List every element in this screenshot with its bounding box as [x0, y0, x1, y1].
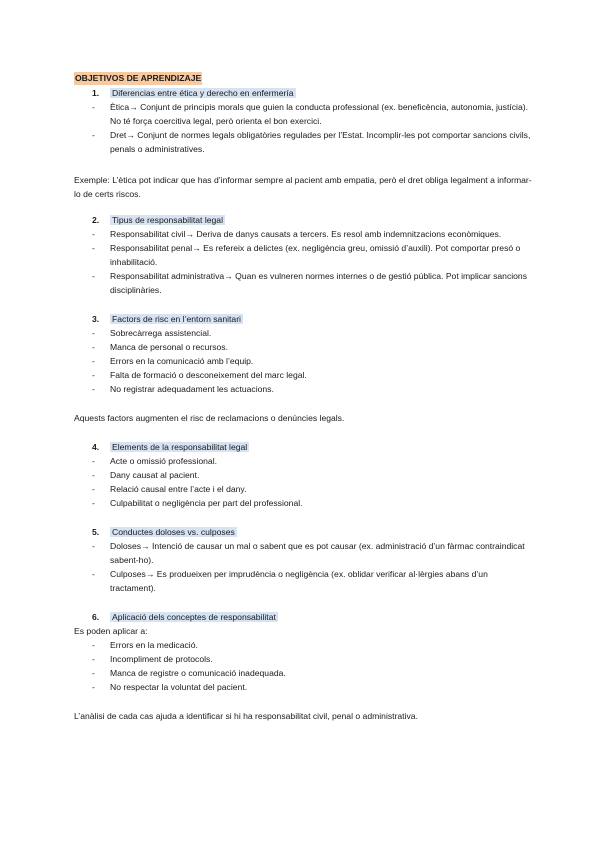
list-item — [92, 100, 532, 128]
list-item — [92, 680, 532, 694]
section-number: 5. — [92, 527, 100, 537]
list-item — [92, 382, 532, 396]
list-item-text: Sobrecàrrega assistencial. — [110, 328, 212, 338]
section-heading-1 — [92, 86, 296, 100]
list-item — [92, 567, 532, 595]
list-item — [92, 652, 532, 666]
list-item — [92, 496, 532, 510]
list-item-text: No respectar la voluntat del pacient. — [110, 682, 248, 692]
bullet-dash: - — [92, 498, 95, 508]
bullet-dash: - — [92, 682, 95, 692]
document-title: OBJETIVOS DE APRENDIZAJE — [75, 73, 202, 83]
closing-paragraph: L’anàlisi de cada cas ajuda a identificar si hi ha responsabilitat civil, penal o administrativa. — [74, 711, 418, 721]
bullet-dash: - — [92, 271, 95, 281]
list-item-text: Manca de personal o recursos. — [110, 342, 228, 352]
list-item — [92, 128, 532, 156]
list-item-text: Errors en la medicació. — [110, 640, 198, 650]
list-item-text: Falta de formació o desconeixement del marc legal. — [110, 370, 307, 380]
bullet-dash: - — [92, 456, 95, 466]
bullet-dash: - — [92, 654, 95, 664]
list-item — [92, 368, 532, 382]
section-number: 4. — [92, 442, 100, 452]
section-heading-2 — [92, 213, 225, 227]
list-item-text: Ètica→ Conjunt de principis morals que guien la conducta professional (ex. beneficència, autonomia, justícia). No té força coercitiva legal, però orienta el bon exercici. — [110, 102, 528, 126]
list-item-text: Responsabilitat penal→ Es refereix a delictes (ex. negligència greu, omissió d’auxili). Pot comportar presó o inhabilitació. — [110, 243, 521, 267]
list-item-text: Manca de registre o comunicació inadequada. — [110, 668, 286, 678]
bullet-dash: - — [92, 229, 95, 239]
list-item-text: Relació causal entre l’acte i el dany. — [110, 484, 247, 494]
bullet-dash: - — [92, 342, 95, 352]
list-item-text: Dany causat al pacient. — [110, 470, 200, 480]
bullet-dash: - — [92, 328, 95, 338]
list-item-text: Responsabilitat administrativa→ Quan es vulneren normes internes o de gestió pública. Pot implicar sancions disciplinàries. — [110, 271, 528, 295]
bullet-dash: - — [92, 541, 95, 551]
list-item — [92, 468, 532, 482]
example-paragraph: Exemple: L’ètica pot indicar que has d’informar sempre al pacient amb empatia, però el dret obliga legalment a informar-lo de certs riscos. — [74, 175, 532, 199]
section-heading-5 — [92, 525, 237, 539]
section-number: 1. — [92, 88, 100, 98]
list-item — [92, 482, 532, 496]
list-item-text: Errors en la comunicació amb l’equip. — [110, 356, 254, 366]
list-item — [92, 269, 532, 297]
list-item-text: Doloses→ Intenció de causar un mal o sabent que es pot causar (ex. administració d’un fàrmac contraindicat sabent-ho). — [110, 541, 525, 565]
section-heading-text: Elements de la responsabilitat legal — [112, 442, 248, 452]
list-item-text: Incompliment de protocols. — [110, 654, 213, 664]
section-number: 3. — [92, 314, 100, 324]
bullet-dash: - — [92, 484, 95, 494]
bullet-dash: - — [92, 370, 95, 380]
list-item-text: Culposes→ Es produeixen per imprudència o negligència (ex. oblidar verificar al·lèrgies abans d’un tractament). — [110, 569, 488, 593]
factors-note-paragraph: Aquests factors augmenten el risc de reclamacions o denúncies legals. — [74, 413, 345, 423]
bullet-dash: - — [92, 569, 95, 579]
list-item — [92, 227, 532, 241]
section-number: 6. — [92, 612, 100, 622]
bullet-dash: - — [92, 470, 95, 480]
list-item — [92, 241, 532, 269]
list-item — [92, 666, 532, 680]
list-item — [92, 454, 532, 468]
bullet-dash: - — [92, 102, 95, 112]
list-item-text: Dret→ Conjunt de normes legals obligatòries regulades per l’Estat. Incomplir-les pot comportar sancions civils, penals o administratives. — [110, 130, 531, 154]
list-item — [92, 539, 532, 567]
section-heading-6 — [92, 610, 278, 624]
section-number: 2. — [92, 215, 100, 225]
list-item — [92, 326, 532, 340]
section-heading-text: Conductes doloses vs. culposes — [112, 527, 235, 537]
section-heading-4 — [92, 440, 249, 454]
section-heading-text: Factors de risc en l’entorn sanitari — [112, 314, 241, 324]
section-heading-text: Diferencias entre ética y derecho en enfermería — [112, 88, 294, 98]
section-heading-text: Aplicació dels conceptes de responsabilitat — [112, 612, 276, 622]
bullet-dash: - — [92, 640, 95, 650]
bullet-dash: - — [92, 384, 95, 394]
list-item-text: No registrar adequadament les actuacions. — [110, 384, 274, 394]
section-heading-3 — [92, 312, 243, 326]
list-item — [92, 340, 532, 354]
section-heading-text: Tipus de responsabilitat legal — [112, 215, 223, 225]
bullet-dash: - — [92, 130, 95, 140]
apply-intro: Es poden aplicar a: — [74, 626, 148, 636]
list-item-text: Culpabilitat o negligència per part del professional. — [110, 498, 303, 508]
list-item-text: Responsabilitat civil→ Deriva de danys causats a tercers. Es resol amb indemnitzacions econòmiques. — [110, 229, 502, 239]
bullet-dash: - — [92, 668, 95, 678]
bullet-dash: - — [92, 356, 95, 366]
list-item-text: Acte o omissió professional. — [110, 456, 217, 466]
list-item — [92, 638, 532, 652]
bullet-dash: - — [92, 243, 95, 253]
list-item — [92, 354, 532, 368]
